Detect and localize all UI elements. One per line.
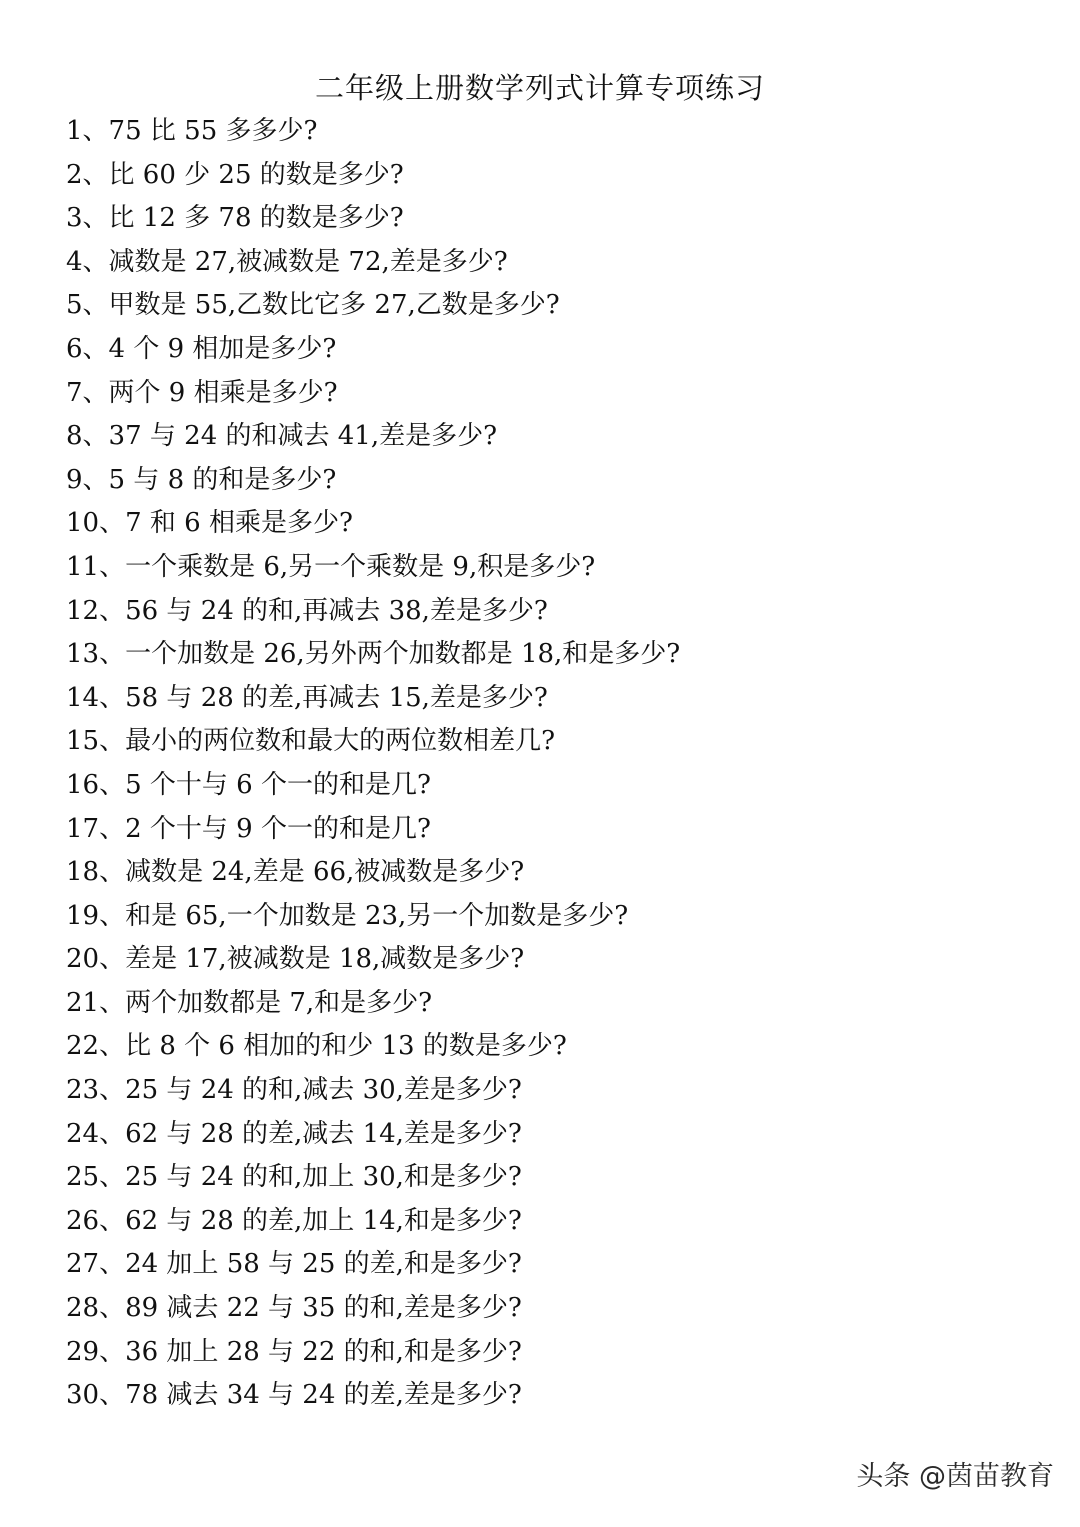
problem-item: 2、比 60 少 25 的数是多少? (66, 159, 404, 190)
problem-item: 11、一个乘数是 6,另一个乘数是 9,积是多少? (66, 551, 596, 582)
problem-item: 4、减数是 27,被减数是 72,差是多少? (66, 246, 508, 277)
watermark-text: 头条 @茵苗教育 (856, 1461, 1054, 1492)
problem-item: 25、25 与 24 的和,加上 30,和是多少? (66, 1162, 522, 1193)
problem-item: 28、89 减去 22 与 35 的和,差是多少? (66, 1293, 522, 1324)
problem-item: 17、2 个十与 9 个一的和是几? (66, 813, 431, 844)
problem-item: 15、最小的两位数和最大的两位数相差几? (66, 726, 556, 757)
page-title: 二年级上册数学列式计算专项练习 (314, 71, 765, 105)
problem-item: 21、两个加数都是 7,和是多少? (66, 987, 433, 1018)
problem-item: 3、比 12 多 78 的数是多少? (66, 203, 404, 234)
problem-item: 24、62 与 28 的差,减去 14,差是多少? (66, 1118, 522, 1149)
problem-item: 9、5 与 8 的和是多少? (66, 464, 337, 495)
problem-item: 8、37 与 24 的和减去 41,差是多少? (66, 421, 498, 452)
problem-item: 27、24 加上 58 与 25 的差,和是多少? (66, 1249, 522, 1280)
problem-item: 26、62 与 28 的差,加上 14,和是多少? (66, 1205, 522, 1236)
problem-item: 13、一个加数是 26,另外两个加数都是 18,和是多少? (66, 639, 681, 670)
problem-list (66, 110, 680, 1418)
problem-item: 14、58 与 28 的差,再减去 15,差是多少? (66, 682, 548, 713)
problem-item: 20、差是 17,被减数是 18,减数是多少? (66, 944, 525, 975)
problem-item: 18、减数是 24,差是 66,被减数是多少? (66, 857, 525, 888)
problem-item: 12、56 与 24 的和,再减去 38,差是多少? (66, 595, 548, 626)
problem-item: 29、36 加上 28 与 22 的和,和是多少? (66, 1336, 522, 1367)
problem-item: 23、25 与 24 的和,减去 30,差是多少? (66, 1075, 522, 1106)
problem-item: 1、75 比 55 多多少? (66, 116, 318, 146)
problem-item: 16、5 个十与 6 个一的和是几? (66, 769, 431, 800)
problem-item: 6、4 个 9 相加是多少? (66, 333, 337, 364)
problem-item: 5、甲数是 55,乙数比它多 27,乙数是多少? (66, 290, 560, 321)
problem-item: 7、两个 9 相乘是多少? (66, 377, 338, 408)
problem-item: 19、和是 65,一个加数是 23,另一个加数是多少? (66, 900, 629, 931)
problem-item: 30、78 减去 34 与 24 的差,差是多少? (66, 1380, 522, 1411)
problem-item: 22、比 8 个 6 相加的和少 13 的数是多少? (66, 1031, 567, 1062)
problem-item: 10、7 和 6 相乘是多少? (66, 508, 353, 539)
